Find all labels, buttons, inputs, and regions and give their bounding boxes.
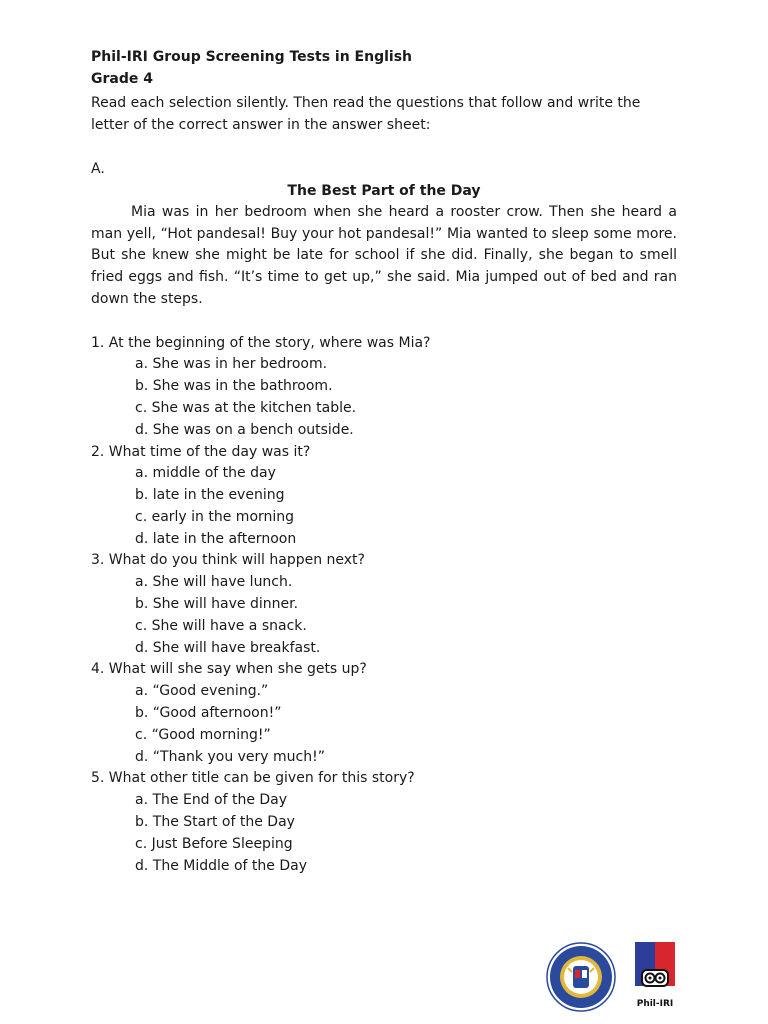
answer-choice: a. She was in her bedroom. [135,356,328,373]
question-1 [91,333,677,442]
question-stem: 3. What do you think will happen next? [91,552,365,569]
answer-choice: d. “Thank you very much!” [135,748,325,765]
answer-choice: d. The Middle of the Day [135,857,307,874]
grade-label: Grade 4 [91,71,153,87]
question-stem: 2. What time of the day was it? [91,443,311,460]
story-body: Mia was in her bedroom when she heard a rooster crow. Then she heard a man yell, “Hot pandesal! Buy your hot pandesal!” Mia wanted to sleep some more. But she knew she might be late for school if she did. Finally, she began to smell fried eggs and fish. “It’s time to get up,” she said. Mia jumped out of bed and ran down the steps. [91,204,677,307]
question-4 [91,659,677,768]
answer-choice: d. She was on a bench outside. [135,421,354,438]
footer-logos [546,942,686,1018]
answer-choice: a. “Good evening.” [135,683,269,700]
question-stem: 5. What other title can be given for this story? [91,770,415,787]
question-stem: 4. What will she say when she gets up? [91,661,367,678]
answer-choice: a. middle of the day [135,465,276,482]
answer-choice: b. “Good afternoon!” [135,705,282,722]
answer-choice: b. She was in the bathroom. [135,378,333,395]
question-stem: 1. At the beginning of the story, where was Mia? [91,334,431,351]
answer-choice: d. She will have breakfast. [135,639,321,656]
section-label: A. [91,161,105,177]
answer-choice: c. “Good morning!” [135,726,271,743]
answer-choice: a. She will have lunch. [135,574,293,591]
story-title: The Best Part of the Day [287,183,481,199]
test-title: Phil-IRI Group Screening Tests in English [91,49,412,65]
answer-choice: a. The End of the Day [135,792,288,809]
worksheet-page [91,46,677,877]
instructions: Read each selection silently. Then read the questions that follow and write the letter of the correct answer in the answer sheet: [91,95,641,133]
answer-choice: c. early in the morning [135,508,295,525]
question-3 [91,550,677,659]
answer-choice: b. The Start of the Day [135,814,295,831]
phil-iri-logo-icon [635,942,675,1014]
answer-choice: b. She will have dinner. [135,596,299,613]
answer-choice: c. She will have a snack. [135,617,307,634]
question-5 [91,768,677,877]
deped-seal-icon [546,942,616,1012]
answer-choice: c. Just Before Sleeping [135,835,293,852]
phil-iri-label: Phil-IRI [636,999,674,1009]
answer-choice: b. late in the evening [135,487,285,504]
question-list [91,333,677,878]
question-2 [91,442,677,551]
answer-choice: c. She was at the kitchen table. [135,399,357,416]
answer-choice: d. late in the afternoon [135,530,297,547]
